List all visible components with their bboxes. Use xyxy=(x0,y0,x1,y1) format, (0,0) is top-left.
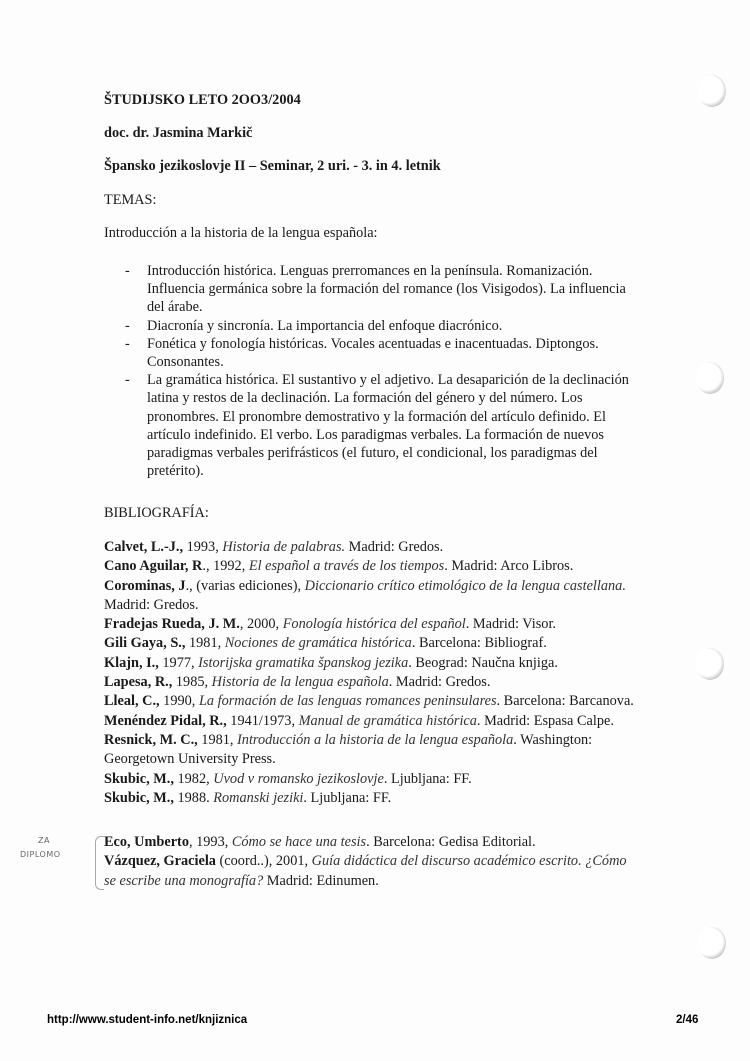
bibliography-entry xyxy=(104,731,634,770)
page-number: 2/46 xyxy=(676,1014,699,1026)
entry-title: Cómo se hace una tesis xyxy=(231,834,367,850)
entry-publisher: . Ljubljana: FF. xyxy=(303,789,392,806)
entry-year: 1985, xyxy=(172,674,212,691)
bibliography-entry xyxy=(104,770,634,789)
entry-year: ., (varias ediciones), xyxy=(185,577,305,594)
punch-hole xyxy=(698,927,726,959)
entry-publisher: . Beograd: Naučna knjiga. xyxy=(408,654,558,671)
entry-title: La formación de las lenguas romances peninsulares xyxy=(198,693,497,710)
entry-publisher: . Barcelona: Gedisa Editorial. xyxy=(366,834,536,850)
punch-hole xyxy=(698,75,726,107)
academic-year: ŠTUDIJSKO LETO 2OO3/2004 xyxy=(104,92,301,108)
entry-author: Vázquez, Graciela xyxy=(104,853,216,870)
entry-author: Fradejas Rueda, J. M. xyxy=(104,616,240,633)
topic-dash: - xyxy=(125,372,130,389)
brace-mark xyxy=(95,836,104,890)
topic-dash: - xyxy=(125,335,130,352)
bibliography-list xyxy=(104,538,634,808)
bibliography-entry xyxy=(104,577,634,616)
bibliography-entry xyxy=(104,538,634,557)
entry-year: 1981, xyxy=(185,635,225,652)
topic-dash: - xyxy=(125,317,130,334)
entry-year: 1990, xyxy=(159,693,199,710)
entry-author: Corominas, J xyxy=(104,577,186,594)
margin-note-line1: ZA xyxy=(38,836,50,845)
entry-publisher: . Washington: Georgetown University Press. xyxy=(104,731,593,768)
entry-title: Manual de gramática histórica xyxy=(298,712,477,729)
entry-year: 1977, xyxy=(158,654,199,671)
temas-heading: TEMAS: xyxy=(104,192,157,208)
bibliography-extra-list xyxy=(104,833,634,891)
entry-title: Historia de palabras. xyxy=(222,539,346,555)
entry-title: Nociones de gramática histórica xyxy=(224,635,412,652)
entry-year: 1981, xyxy=(197,731,238,748)
entry-author: Resnick, M. C., xyxy=(104,731,198,748)
entry-publisher: . Ljubljana: FF. xyxy=(383,770,472,787)
margin-note-line2: DIPLOMO xyxy=(20,850,61,859)
entry-title: Historia de la lengua española xyxy=(211,674,389,691)
bibliography-entry xyxy=(104,712,634,731)
entry-publisher: . Madrid: Visor. xyxy=(465,616,557,633)
entry-title: Fonología histórica del español xyxy=(282,616,466,633)
entry-title: El español a través de los tiempos xyxy=(248,558,445,575)
bibliography-entry xyxy=(104,692,634,711)
topic-item xyxy=(104,262,629,317)
entry-author: Skubic, M., xyxy=(104,770,174,787)
teacher-name: doc. dr. Jasmina Markič xyxy=(104,125,253,141)
topic-text: La gramática histórica. El sustantivo y el adjetivo. La desaparición de la declinación latina y restos de la declinación. La formación del género y del número. Los pronombres. El pronombre demostrativo y la formación del artículo definido. El artículo indefinido. El verbo. Los paradigmas verbales. La formación de nuevos paradigmas verbales perifrásticos (el futuro, el condicional, los paradigmas del pretérito). xyxy=(147,372,629,480)
entry-year: 1993, xyxy=(183,539,223,555)
entry-title: Uvod v romansko jezikoslovje xyxy=(213,770,384,787)
punch-hole xyxy=(696,362,724,394)
entry-title: Istorijska gramatika španskog jezika xyxy=(198,654,409,671)
entry-author: Eco, Umberto xyxy=(104,834,189,850)
entry-year: 1941/1973, xyxy=(226,712,299,729)
topic-item xyxy=(104,371,629,480)
entry-author: Gili Gaya, S., xyxy=(104,635,186,652)
topic-item xyxy=(104,335,629,371)
punch-hole xyxy=(696,648,724,680)
bibliography-entry xyxy=(104,654,634,673)
topic-text: Fonética y fonología históricas. Vocales acentuadas e inacentuadas. Diptongos. Consonantes. xyxy=(147,335,599,371)
entry-publisher: . Barcelona: Bibliograf. xyxy=(411,635,547,652)
entry-publisher: . Barcelona: Barcanova. xyxy=(496,693,634,710)
entry-publisher: Madrid: Gredos. xyxy=(345,539,444,555)
bibliography-entry xyxy=(104,833,634,852)
entry-year: , 2000, xyxy=(239,616,283,633)
entry-author: Klajn, I., xyxy=(104,654,159,671)
intro-line: Introducción a la historia de la lengua española: xyxy=(104,225,378,241)
bibliography-entry xyxy=(104,789,634,808)
entry-year: , 1993, xyxy=(188,834,232,850)
entry-publisher: Madrid: Edinumen. xyxy=(263,872,379,889)
course-title: Špansko jezikoslovje II – Seminar, 2 uri. - 3. in 4. letnik xyxy=(104,158,441,174)
bibliography-heading: BIBLIOGRAFÍA: xyxy=(104,505,209,521)
entry-year: 1982, xyxy=(173,770,214,787)
topic-text: Diacronía y sincronía. La importancia del enfoque diacrónico. xyxy=(147,317,503,334)
topic-dash: - xyxy=(125,263,130,279)
entry-author: Lapesa, R., xyxy=(104,674,173,691)
entry-author: Cano Aguilar, R xyxy=(104,558,203,575)
entry-author: Calvet, L.-J., xyxy=(104,539,184,555)
bibliography-entry xyxy=(104,634,634,653)
topic-item xyxy=(104,317,629,335)
entry-publisher: . Madrid: Arco Libros. xyxy=(444,558,574,575)
entry-title: Introducción a la historia de la lengua española xyxy=(237,731,514,748)
entry-title: Diccionario crítico etimológico de la lengua castellana. xyxy=(304,577,626,594)
entry-year: ., 1992, xyxy=(202,558,249,575)
entry-author: Menéndez Pidal, R., xyxy=(104,712,227,729)
entry-title: Romanski jeziki xyxy=(213,789,304,806)
entry-year: 1988. xyxy=(173,789,214,806)
bibliography-entry xyxy=(104,852,634,891)
entry-publisher: . Madrid: Gredos. xyxy=(388,674,491,691)
entry-publisher: . Madrid: Espasa Calpe. xyxy=(476,712,614,729)
entry-title: Guía didáctica del discurso académico escrito. ¿Cómo se escribe una monografía? xyxy=(104,853,627,889)
footer-url[interactable]: http://www.student-info.net/knjiznica xyxy=(47,1014,248,1026)
bibliography-entry xyxy=(104,615,634,634)
entry-publisher: Madrid: Gredos. xyxy=(104,596,199,613)
entry-year: (coord..), 2001, xyxy=(215,853,312,870)
bibliography-entry xyxy=(104,557,634,576)
entry-author: Skubic, M., xyxy=(104,789,174,806)
bibliography-entry xyxy=(104,673,634,692)
topics-list xyxy=(104,262,629,480)
topic-text: Introducción histórica. Lenguas prerromances en la península. Romanización. Influencia germánica sobre la formación del romance (los Visigodos). La influencia del árabe. xyxy=(147,263,626,316)
entry-author: Lleal, C., xyxy=(104,693,160,710)
